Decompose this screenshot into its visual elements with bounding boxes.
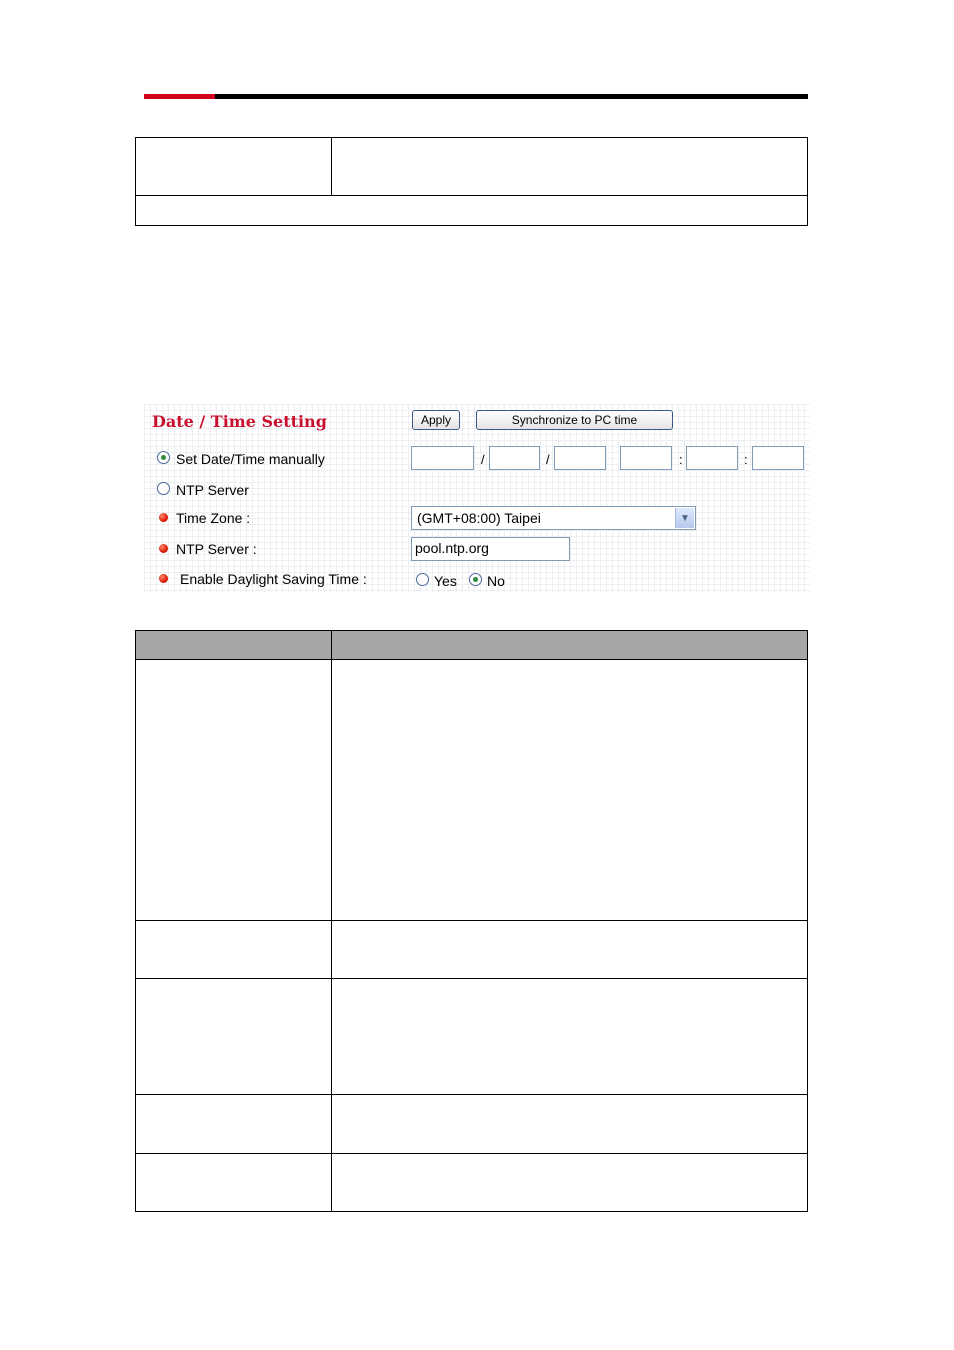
table-cell bbox=[332, 660, 808, 921]
dst-label: Enable Daylight Saving Time : bbox=[180, 571, 367, 587]
time-zone-label: Time Zone : bbox=[176, 510, 251, 526]
minute-input[interactable] bbox=[686, 446, 738, 470]
time-zone-select[interactable] bbox=[411, 506, 696, 530]
manual-mode-radio[interactable] bbox=[157, 451, 170, 464]
top-description-table bbox=[135, 137, 808, 226]
month-input[interactable] bbox=[489, 446, 540, 470]
bullet-icon bbox=[159, 513, 168, 522]
table-cell bbox=[136, 979, 332, 1095]
chevron-down-icon[interactable]: ▼ bbox=[675, 508, 694, 528]
dst-no-radio[interactable] bbox=[469, 573, 482, 586]
table-header-cell bbox=[136, 631, 332, 660]
date-separator: / bbox=[546, 452, 550, 467]
dst-no-label: No bbox=[487, 573, 505, 589]
dst-yes-radio[interactable] bbox=[416, 573, 429, 586]
date-time-setting-panel bbox=[144, 404, 810, 592]
table-cell bbox=[136, 660, 332, 921]
table-cell bbox=[332, 138, 808, 196]
manual-mode-label: Set Date/Time manually bbox=[176, 451, 325, 467]
ntp-server-input[interactable]: pool.ntp.org bbox=[411, 537, 570, 561]
day-input[interactable] bbox=[554, 446, 606, 470]
date-separator: / bbox=[481, 452, 485, 467]
second-input[interactable] bbox=[752, 446, 804, 470]
apply-button[interactable]: Apply bbox=[412, 410, 460, 430]
table-cell bbox=[332, 1154, 808, 1212]
ntp-mode-label: NTP Server bbox=[176, 482, 249, 498]
table-cell bbox=[332, 1095, 808, 1154]
year-input[interactable] bbox=[411, 446, 474, 470]
dst-yes-label: Yes bbox=[434, 573, 457, 589]
panel-title: Date / Time Setting bbox=[152, 412, 327, 431]
table-cell bbox=[136, 1154, 332, 1212]
table-cell bbox=[136, 1095, 332, 1154]
time-separator: : bbox=[679, 452, 683, 467]
field-description-table bbox=[135, 630, 808, 1212]
time-separator: : bbox=[744, 452, 748, 467]
time-zone-value: (GMT+08:00) Taipei bbox=[417, 510, 541, 526]
header-rule-accent bbox=[144, 94, 215, 99]
bullet-icon bbox=[159, 574, 168, 583]
table-cell bbox=[136, 196, 808, 226]
bullet-icon bbox=[159, 544, 168, 553]
header-rule bbox=[144, 94, 808, 99]
table-cell bbox=[136, 921, 332, 979]
table-header-cell bbox=[332, 631, 808, 660]
table-cell bbox=[136, 138, 332, 196]
table-cell bbox=[332, 921, 808, 979]
table-cell bbox=[332, 979, 808, 1095]
ntp-mode-radio[interactable] bbox=[157, 482, 170, 495]
ntp-server-label: NTP Server : bbox=[176, 541, 257, 557]
synchronize-pc-time-button[interactable]: Synchronize to PC time bbox=[476, 410, 673, 430]
hour-input[interactable] bbox=[620, 446, 672, 470]
